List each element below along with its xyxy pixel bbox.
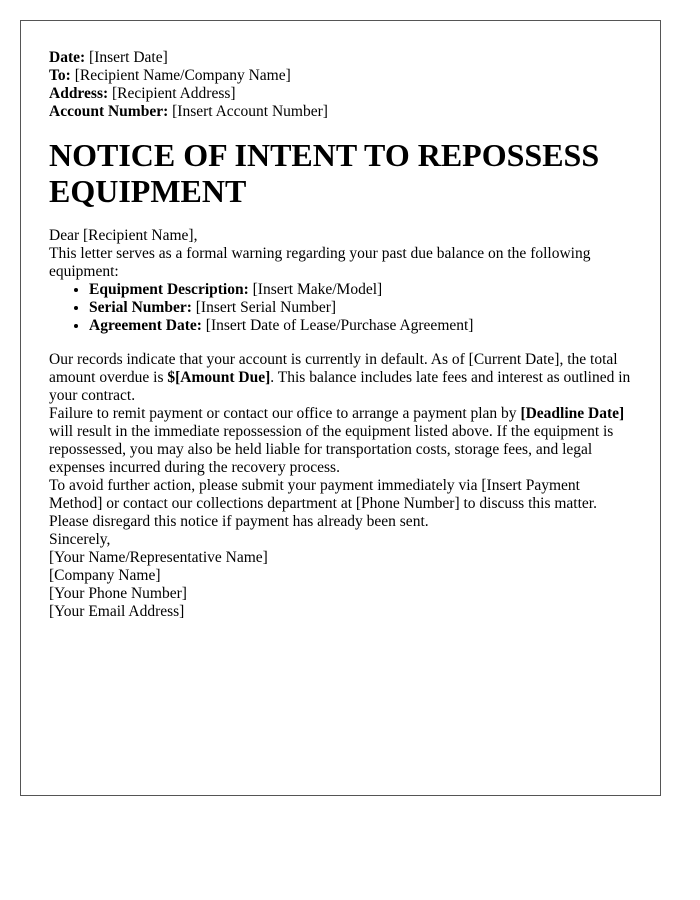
date-line (49, 49, 632, 67)
disregard-paragraph: Please disregard this notice if payment has already been sent. (49, 513, 429, 530)
address-label: Address: (49, 85, 109, 102)
failure-paragraph (49, 405, 632, 477)
address-value: [Recipient Address] (108, 85, 236, 102)
date-label: Date: (49, 49, 86, 66)
item-label: Serial Number: (89, 299, 192, 316)
account-label: Account Number: (49, 103, 169, 120)
account-line (49, 103, 632, 121)
account-value: [Insert Account Number] (168, 103, 328, 120)
amount-due: $[Amount Due] (167, 369, 271, 386)
date-value: [Insert Date] (85, 49, 168, 66)
avoid-paragraph: To avoid further action, please submit your payment immediately via [Insert Payment Method] or contact our collections department at [Phone Number] to discuss this matter. (49, 477, 597, 512)
salutation: Dear [Recipient Name], (49, 227, 198, 244)
signature-email: [Your Email Address] (49, 603, 185, 620)
letter (20, 20, 661, 796)
address-line (49, 85, 632, 103)
signature-phone: [Your Phone Number] (49, 585, 187, 602)
signature-block (49, 549, 632, 621)
list-item (89, 317, 632, 335)
page-title: NOTICE OF INTENT TO REPOSSESS EQUIPMENT (49, 137, 600, 209)
item-label: Agreement Date: (89, 317, 202, 334)
failure-text-start: Failure to remit payment or contact our office to arrange a payment plan by (49, 405, 521, 422)
records-paragraph (49, 351, 632, 405)
to-line (49, 67, 632, 85)
records-text-end: . This balance includes late fees and interest as outlined in your contract. (49, 369, 631, 404)
list-item (89, 281, 632, 299)
recipient-block (49, 67, 632, 121)
signature-company: [Company Name] (49, 567, 161, 584)
deadline-date: [Deadline Date] (520, 405, 625, 422)
item-label: Equipment Description: (89, 281, 249, 298)
to-label: To: (49, 67, 71, 84)
item-value: [Insert Make/Model] (248, 281, 383, 298)
records-text-start: Our records indicate that your account is currently in default. As of [Current Date], the total amount overdue is (49, 351, 618, 386)
item-value: [Insert Serial Number] (191, 299, 337, 316)
to-value: [Recipient Name/Company Name] (70, 67, 291, 84)
signature-name: [Your Name/Representative Name] (49, 549, 268, 566)
closing: Sincerely, (49, 531, 111, 548)
item-value: [Insert Date of Lease/Purchase Agreement] (201, 317, 474, 334)
equipment-list (49, 281, 632, 335)
list-item (89, 299, 632, 317)
failure-text-end: will result in the immediate repossession of the equipment listed above. If the equipment is repossessed, you may also be held liable for transportation costs, storage fees, and legal expenses incurred during the recovery process. (49, 423, 614, 476)
intro-paragraph: This letter serves as a formal warning regarding your past due balance on the following equipment: (49, 245, 591, 280)
